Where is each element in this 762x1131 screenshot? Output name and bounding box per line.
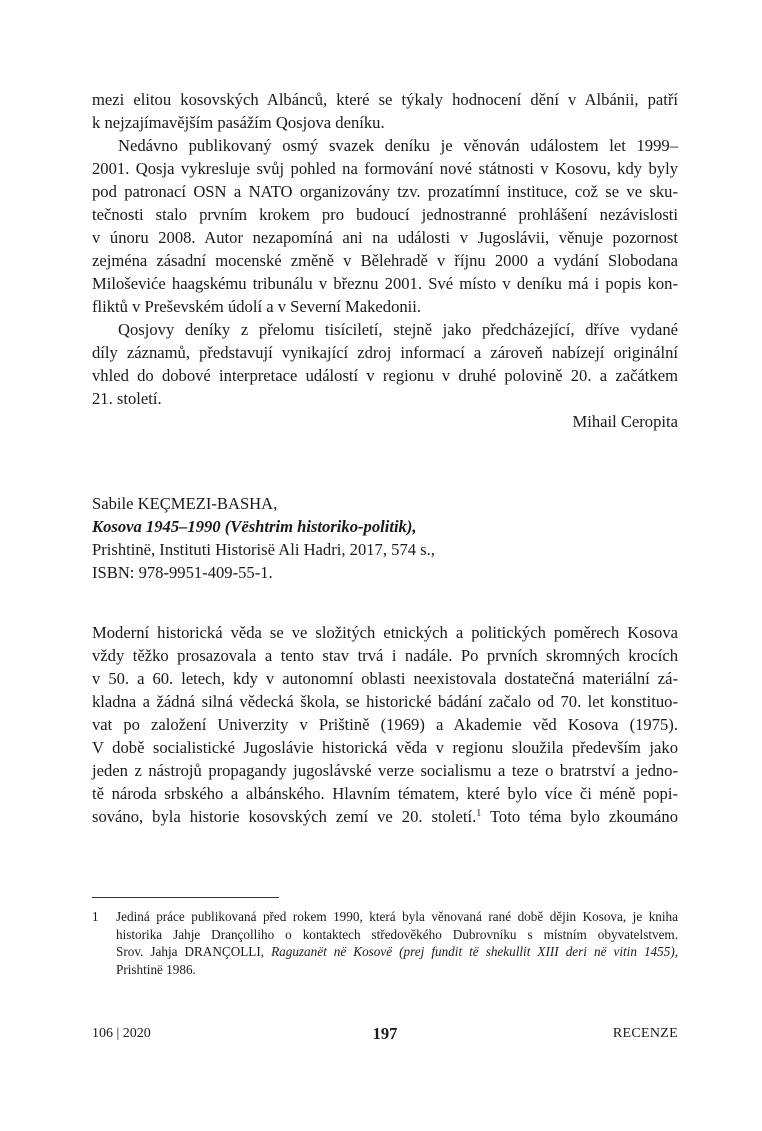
text-line: jeden z nástrojů propagandy jugoslávské verze socialismu a teze o bratrství a jedno- bbox=[92, 761, 678, 780]
issue-label: 106 | 2020 bbox=[92, 1026, 151, 1041]
footnote-reference[interactable]: 1 bbox=[476, 808, 482, 819]
reference-isbn: ISBN: 978-9951-409-55-1. bbox=[92, 563, 273, 582]
text-line: fliktů v Preševském údolí a v Severní Makedonii. bbox=[92, 297, 422, 316]
text-line: díly záznamů, představují vynikající zdroj informací a zároveň nabízejí originální bbox=[92, 343, 678, 362]
footnote-citation: Srov. Jahja DRANÇOLLI, bbox=[116, 944, 265, 959]
page-number: 197 bbox=[372, 1024, 398, 1043]
text-line: kladna a žádná silná vědecká škola, se historické bádání začalo od 70. let konstituo- bbox=[92, 692, 678, 711]
section-label: RECENZE bbox=[612, 1026, 678, 1041]
footnote-line: Prishtinë 1986. bbox=[116, 961, 196, 977]
page-footer bbox=[92, 1024, 678, 1046]
reference-title: Kosova 1945–1990 (Vështrim historiko-politik), bbox=[92, 517, 417, 536]
text-line: pod patronací OSN a NATO organizovány tzv. prozatímní instituce, což se ve sku- bbox=[92, 182, 678, 201]
text-fragment: Toto téma bylo zkoumáno bbox=[489, 807, 678, 826]
book-reference bbox=[92, 492, 678, 584]
page-content bbox=[92, 88, 678, 828]
reference-author: Sabile KEÇMEZI-BASHA, bbox=[92, 494, 278, 513]
paragraph bbox=[92, 318, 678, 410]
footnote-number: 1 bbox=[92, 909, 99, 924]
footnote bbox=[92, 908, 678, 978]
text-line: vždy těžko prosazovala a tento stav trvá i nadále. Po prvních skromných krocích bbox=[92, 646, 678, 665]
text-line: Nedávno publikovaný osmý svazek deníku je věnován událostem let 1999– bbox=[118, 136, 678, 155]
reference-publisher: Prishtinë, Instituti Historisë Ali Hadri, 2017, 574 s., bbox=[92, 540, 435, 559]
footnote-line: historika Jahje Drançolliho o kontaktech středověkého Dubrovníku s místním obyvatelstvem. bbox=[116, 926, 678, 942]
text-line: 21. století. bbox=[92, 389, 162, 408]
text-line: v 50. a 60. letech, kdy v autonomní oblasti neexistovala dostatečná materiální zá- bbox=[92, 669, 678, 688]
text-line: v únoru 2008. Autor nezapomíná ani na události v Jugoslávii, věnuje pozornost bbox=[92, 228, 678, 247]
footnote-citation-title: Raguzanët në Kosovë (prej fundit të shekullit XIII deri në vitin 1455), bbox=[271, 944, 679, 959]
footnote-line: Jediná práce publikovaná před rokem 1990, která byla věnovaná rané době dějin Kosova, je kniha bbox=[116, 909, 678, 924]
text-fragment: sováno, byla historie kosovských zemí ve 20. století. bbox=[92, 807, 477, 826]
text-line: Miloševiće haagskému tribunálu v březnu 2001. Své místo v deníku má i popis kon- bbox=[92, 274, 678, 293]
paragraph bbox=[92, 134, 678, 318]
text-line: mezi elitou kosovských Albánců, které se týkaly hodnocení dění v Albánii, patří bbox=[92, 90, 678, 109]
text-line bbox=[92, 805, 678, 828]
review-signature: Mihail Ceropita bbox=[572, 412, 678, 431]
text-line: tě národa srbského a albánského. Hlavním tématem, které bylo více či méně popi- bbox=[92, 784, 678, 803]
text-line: zejména zásadní mocenské změně v Bělehradě v říjnu 2000 a vydání Slobodana bbox=[92, 251, 678, 270]
text-line: tečnosti stalo prvním krokem pro budoucí jednostranné prohlášení nezávislosti bbox=[92, 205, 678, 224]
footnote-line bbox=[116, 943, 678, 961]
text-line: Qosjovy deníky z přelomu tisíciletí, stejně jako předcházející, dříve vydané bbox=[118, 320, 678, 339]
paragraph bbox=[92, 88, 678, 134]
text-line: 2001. Qosja vykresluje svůj pohled na formování nové státnosti v Kosovu, kdy byly bbox=[92, 159, 678, 178]
text-line: V době socialistické Jugoslávie historická věda v regionu sloužila především jako bbox=[92, 738, 678, 757]
footnote-divider bbox=[92, 897, 279, 898]
text-line: vat po založení Univerzity v Prištině (1969) a Akademie věd Kosova (1975). bbox=[92, 715, 678, 734]
paragraph bbox=[92, 621, 678, 828]
text-line: Moderní historická věda se ve složitých etnických a politických poměrech Kosova bbox=[92, 623, 678, 642]
text-line: k nejzajímavějším pasážím Qosjova deníku. bbox=[92, 113, 385, 132]
text-line: vhled do dobové interpretace událostí v regionu v druhé polovině 20. a začátkem bbox=[92, 366, 678, 385]
